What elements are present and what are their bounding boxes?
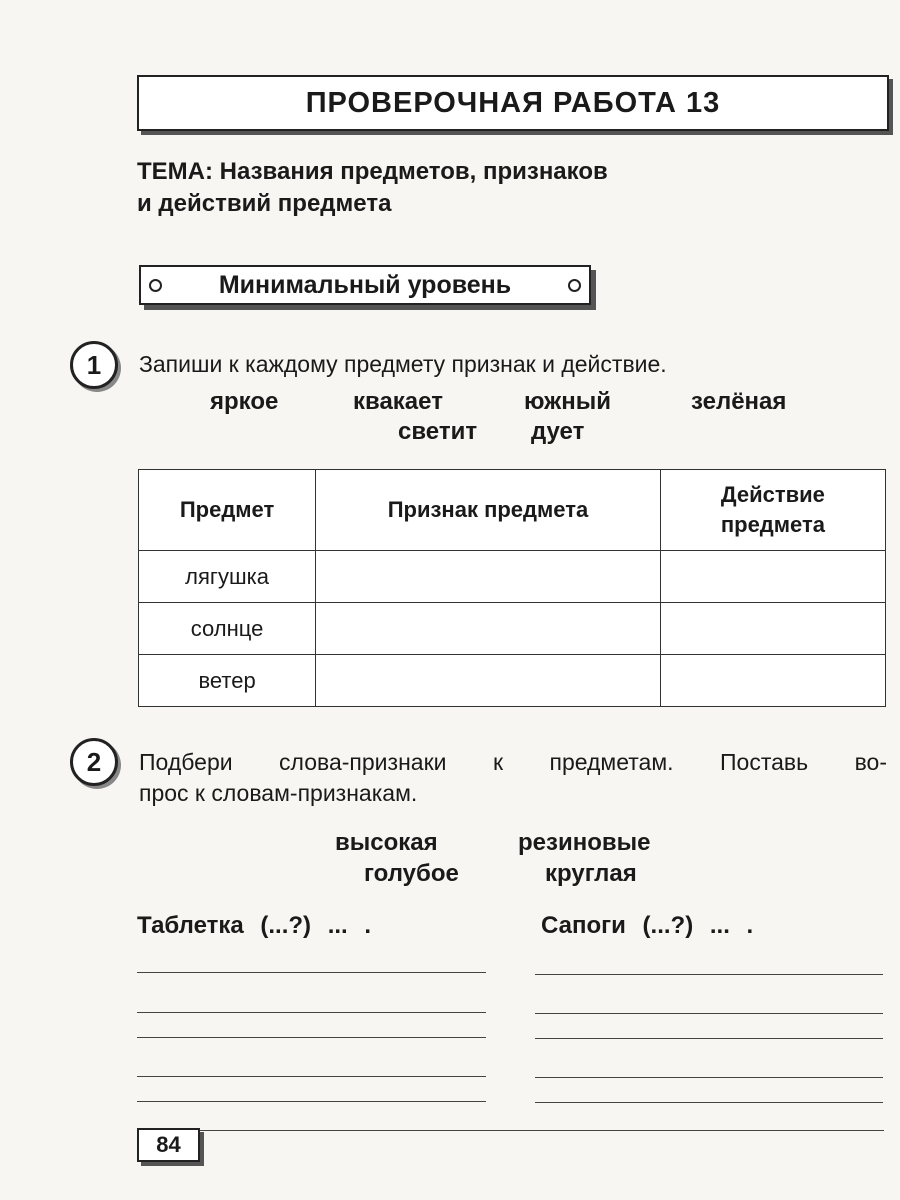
- bullet-icon: [568, 279, 581, 292]
- answer-table: [138, 469, 886, 707]
- task-2-instruction-line-1: Подбери слова-признаки к предметам. Поставь во-: [139, 749, 887, 775]
- topic-line-1: ТЕМА: Названия предметов, признаков: [137, 158, 608, 185]
- level-badge: [139, 265, 591, 305]
- level-label: Минимальный уровень: [218, 270, 512, 299]
- writing-line[interactable]: [137, 972, 486, 973]
- word-bank-item: яркое: [210, 388, 279, 415]
- table-header: Предмет: [139, 470, 316, 551]
- writing-line[interactable]: [535, 974, 883, 975]
- table-cell: ветер: [139, 655, 316, 707]
- writing-line[interactable]: [535, 1013, 883, 1014]
- table-row: [139, 655, 886, 707]
- writing-line[interactable]: [137, 1037, 486, 1038]
- answer-cell[interactable]: [660, 655, 885, 707]
- writing-line[interactable]: [137, 1012, 486, 1013]
- task-1-number: 1: [70, 341, 118, 389]
- item-boots: Сапоги (...?) ... .: [541, 912, 754, 939]
- writing-line[interactable]: [200, 1130, 884, 1131]
- task-2-number: 2: [70, 738, 118, 786]
- table-header-row: [139, 470, 886, 551]
- answer-cell[interactable]: [316, 551, 661, 603]
- table-cell: солнце: [139, 603, 316, 655]
- page-number: 84: [137, 1128, 200, 1162]
- writing-line[interactable]: [137, 1076, 486, 1077]
- word-bank-item: зелёная: [691, 388, 787, 415]
- page-title-box: [137, 75, 889, 131]
- word-bank-item: южный: [524, 388, 611, 415]
- table-row: [139, 603, 886, 655]
- word-bank-item: дует: [531, 418, 585, 445]
- answer-cell[interactable]: [660, 551, 885, 603]
- table-row: [139, 551, 886, 603]
- item-tablet: Таблетка (...?) ... .: [137, 912, 372, 939]
- word-bank-item: резиновые: [518, 829, 651, 856]
- writing-line[interactable]: [535, 1102, 883, 1103]
- answer-cell[interactable]: [316, 603, 661, 655]
- writing-line[interactable]: [137, 1101, 486, 1102]
- table-cell: лягушка: [139, 551, 316, 603]
- task-1-instruction: Запиши к каждому предмету признак и действие.: [139, 351, 667, 377]
- writing-line[interactable]: [535, 1038, 883, 1039]
- answer-cell[interactable]: [316, 655, 661, 707]
- topic-line-2: и действий предмета: [137, 190, 392, 217]
- word-bank-item: высокая: [335, 829, 438, 856]
- word-bank-item: круглая: [545, 860, 637, 887]
- topic: [137, 156, 608, 220]
- table-header: Признак предмета: [316, 470, 661, 551]
- task-2-instruction-line-2: прос к словам-признакам.: [139, 780, 418, 806]
- word-bank-item: голубое: [364, 860, 459, 887]
- answer-cell[interactable]: [660, 603, 885, 655]
- word-bank-item: светит: [398, 418, 478, 445]
- bullet-icon: [149, 279, 162, 292]
- page-title: ПРОВЕРОЧНАЯ РАБОТА 13: [305, 86, 721, 119]
- table-header: Действие предмета: [660, 470, 885, 551]
- writing-line[interactable]: [535, 1077, 883, 1078]
- word-bank-item: квакает: [353, 388, 443, 415]
